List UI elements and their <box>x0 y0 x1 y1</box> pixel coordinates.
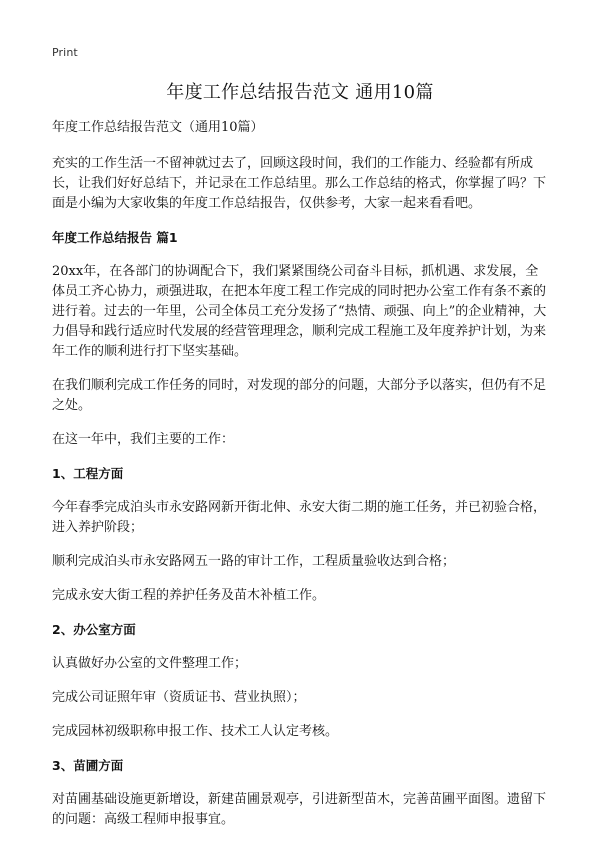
document-body <box>52 118 548 844</box>
body-paragraph: 在这一年中，我们主要的工作： <box>52 432 235 447</box>
list-item: 完成公司证照年审（资质证书、营业执照）； <box>52 690 306 705</box>
list-item: 对苗圃基础设施更新增设，新建苗圃景观亭，引进新型苗木，完善苗圃平面图。遗留下的问题：高级工程师申报事宜。 <box>52 792 547 827</box>
document-subtitle: 年度工作总结报告范文（通用10篇） <box>52 120 264 135</box>
subsection-heading-nursery: 3、苗圃方面 <box>52 758 124 773</box>
list-item: 完成永安大街工程的养护任务及苗木补植工作。 <box>52 588 326 603</box>
body-paragraph: 20xx年，在各部门的协调配合下，我们紧紧围绕公司奋斗目标，抓机遇、求发展，全体员工齐心协力，顽强进取，在把本年度工程工作完成的同时把办公室工作有条不紊的进行着。过去的一年里，公司全体员工充分发扬了“热情、顽强、向上”的企业精神，大力倡导和践行适应时代发展的经营管理理念，顺利完成工程施工及年度养护计划，为来年工作的顺利进行打下坚实基础。 <box>52 264 547 359</box>
list-item: 完成园林初级职称申报工作、技术工人认定考核。 <box>52 724 339 739</box>
list-item: 认真做好办公室的文件整理工作； <box>52 656 248 671</box>
print-label: Print <box>52 46 78 59</box>
subsection-heading-engineering: 1、工程方面 <box>52 466 124 481</box>
subsection-heading-office: 2、办公室方面 <box>52 622 136 637</box>
section-title: 年度工作总结报告 篇1 <box>52 230 178 245</box>
list-item: 今年春季完成泊头市永安路网新开街北伸、永安大街二期的施工任务，并已初验合格， 进入养护阶段； <box>52 500 547 535</box>
body-paragraph: 在我们顺利完成工作任务的同时，对发现的部分的问题，大部分予以落实，但仍有不足之处。 <box>52 378 547 413</box>
intro-paragraph: 充实的工作生活一不留神就过去了，回顾这段时间，我们的工作能力、经验都有所成长，让我们好好总结下，并记录在工作总结里。那么工作总结的格式，你掌握了吗？下面是小编为大家收集的年度工作总结报告，仅供参考，大家一起来看看吧。 <box>52 156 547 211</box>
document-title: 年度工作总结报告范文 通用10篇 <box>166 82 434 103</box>
list-item: 顺利完成泊头市永安路网五一路的审计工作，工程质量验收达到合格； <box>52 554 456 569</box>
